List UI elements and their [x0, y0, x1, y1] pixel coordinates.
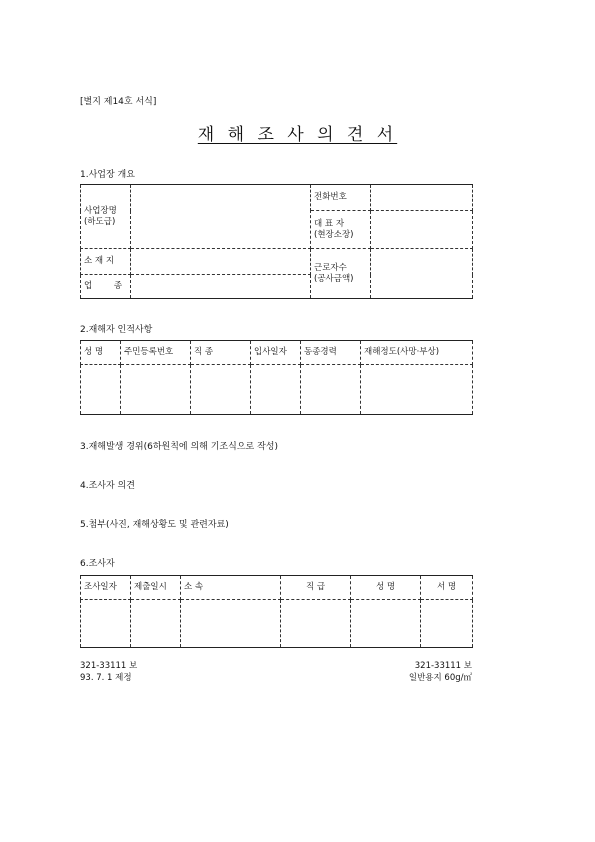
field-name[interactable] [81, 365, 121, 415]
col-affiliation: 소 속 [181, 576, 281, 600]
section-3-heading: 3.재해발생 경위(6하원칙에 의해 기조식으로 작성) [80, 442, 278, 452]
label-industry: 업 종 [81, 275, 131, 299]
footer-right-paper: 일반용지 60g/㎡ [408, 673, 472, 683]
col-signature: 서 명 [421, 576, 473, 600]
field-ceo[interactable] [371, 211, 473, 249]
field-submit-date[interactable] [131, 600, 181, 648]
field-rank[interactable] [281, 600, 351, 648]
form-number: [별지 제14호 서식] [80, 97, 157, 107]
field-hire-date[interactable] [251, 365, 301, 415]
field-phone[interactable] [371, 185, 473, 211]
field-resident-no[interactable] [121, 365, 191, 415]
col-survey-date: 조사일자 [81, 576, 131, 600]
label-phone: 전화번호 [311, 185, 371, 211]
section-5-heading: 5.첨부(사진, 재해상황도 및 관련자료) [80, 520, 229, 530]
label-business-name: 사업장명 (하도급) [81, 185, 131, 249]
field-survey-date[interactable] [81, 600, 131, 648]
footer-left-date: 93. 7. 1 제정 [80, 673, 132, 683]
col-rank: 직 급 [281, 576, 351, 600]
col-name: 성 명 [81, 341, 121, 365]
investigator-table [80, 575, 473, 648]
col-hire-date: 입사일자 [251, 341, 301, 365]
field-business-name[interactable] [131, 185, 311, 249]
title-text: 재 해 조 사 의 견 서 [197, 125, 398, 145]
footer-right-code: 321-33111 보 [414, 661, 472, 671]
victim-info-table [80, 340, 473, 415]
section-2-heading: 2.재해자 인적사항 [80, 325, 153, 335]
col-injury-degree: 재해정도(사망·부상) [361, 341, 473, 365]
col-submit-date: 제출일시 [131, 576, 181, 600]
field-affiliation[interactable] [181, 600, 281, 648]
business-overview-table [80, 184, 473, 299]
field-injury-degree[interactable] [361, 365, 473, 415]
label-workers: 근로자수 (공사금액) [311, 249, 371, 299]
footer-right [409, 660, 472, 684]
section-6-heading: 6.조사자 [80, 559, 115, 569]
footer-left [80, 660, 137, 684]
footer-left-code: 321-33111 보 [80, 661, 138, 671]
page-title [0, 120, 595, 145]
section-4-heading: 4.조사자 의견 [80, 481, 135, 491]
field-address[interactable] [131, 249, 311, 275]
label-address: 소 재 지 [81, 249, 131, 275]
label-ceo: 대 표 자 (현장소장) [311, 211, 371, 249]
field-workers[interactable] [371, 249, 473, 299]
col-investigator-name: 성 명 [351, 576, 421, 600]
col-experience: 동종경력 [301, 341, 361, 365]
field-signature[interactable] [421, 600, 473, 648]
col-resident-no: 주민등록번호 [121, 341, 191, 365]
field-experience[interactable] [301, 365, 361, 415]
field-industry[interactable] [131, 275, 311, 299]
col-occupation: 직 종 [191, 341, 251, 365]
section-1-heading: 1.사업장 개요 [80, 170, 135, 180]
field-investigator-name[interactable] [351, 600, 421, 648]
field-occupation[interactable] [191, 365, 251, 415]
